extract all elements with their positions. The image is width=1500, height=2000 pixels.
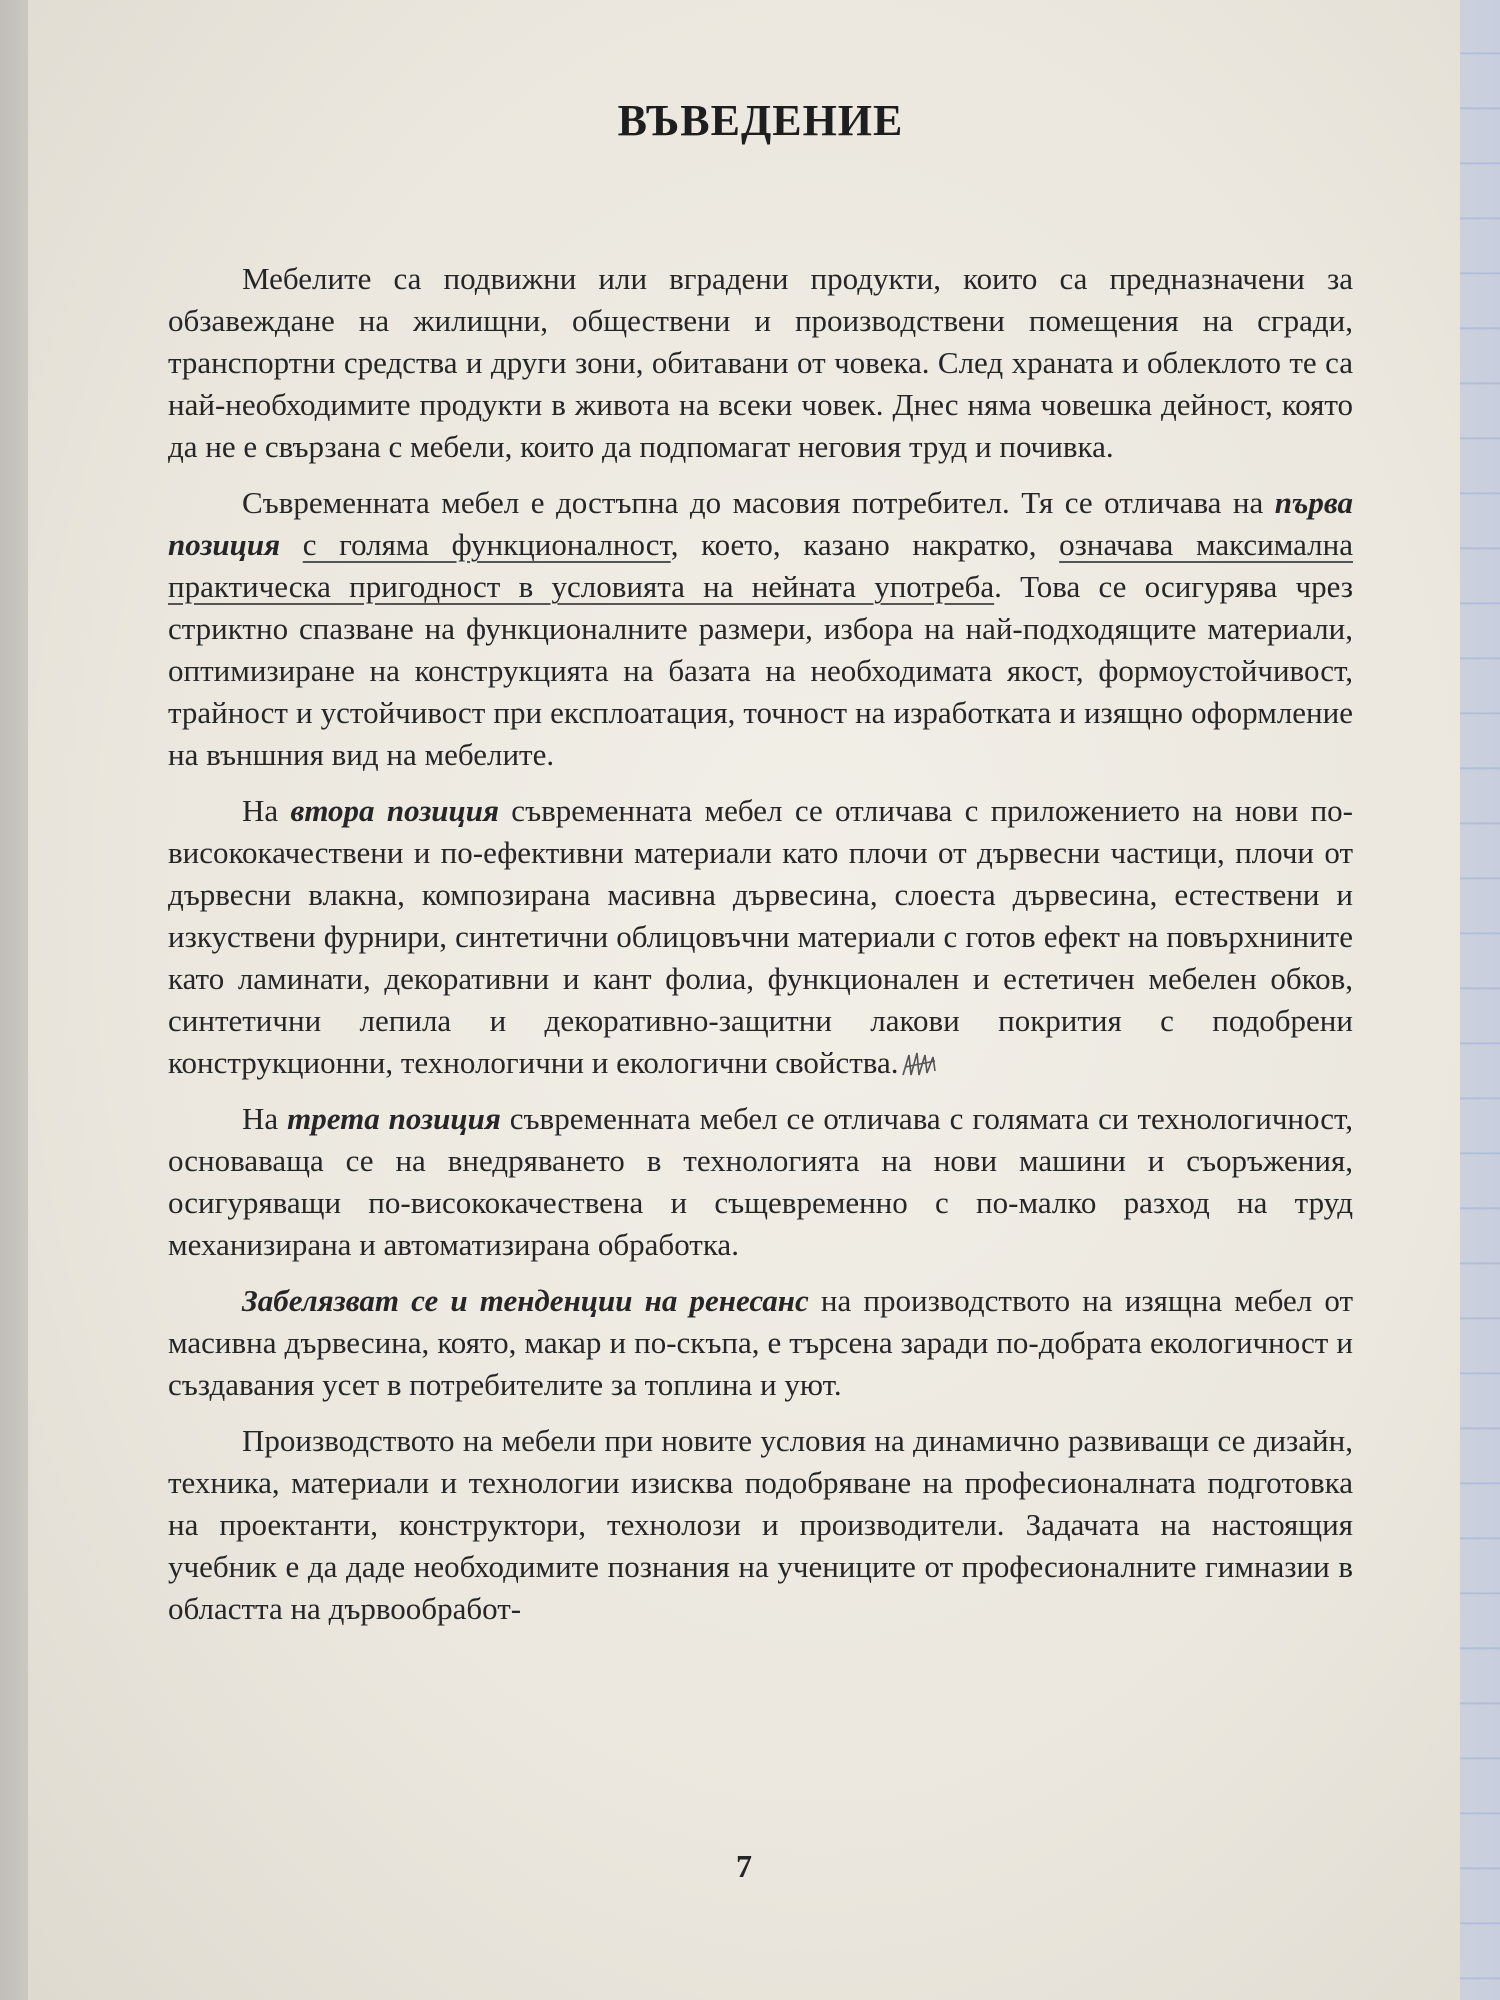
paragraph-4	[168, 1098, 1353, 1266]
notebook-edge	[1460, 0, 1500, 2000]
underlined-functionality: с голяма функционалност	[302, 527, 671, 562]
pencil-scribble-icon	[899, 1049, 943, 1079]
paragraph-1	[168, 258, 1353, 468]
page-number: 7	[736, 1848, 752, 1884]
paragraph-4-text-a: На	[242, 1101, 288, 1136]
paragraph-2	[168, 482, 1353, 776]
paragraph-1-text: Мебелите са подвижни или вградени продукти, които са предназначени за обзавеждане на жилищни, обществени и производствени помещения на сгради, транспортни средства и други зони, обитавани от човека. След храната и облеклото те са най-необходимите продукти в живота на всеки човек. Днес няма човешка дейност, която да не е свързана с мебели, които да подпомагат неговия труд и почивка.	[168, 261, 1353, 464]
paragraph-6	[168, 1420, 1353, 1630]
paragraph-6-text: Производството на мебели при новите условия на динамично развиващи се дизайн, техника, материали и технологии изисква подобряване на професионалната подготовка на проектанти, конструктори, технолози и производители. Задачата на настоящия учебник е да даде необходимите познания на учениците от професионалните гимназии в областта на дървообработ-	[168, 1423, 1353, 1626]
page-content	[168, 95, 1353, 1638]
paragraph-3-text-b: съвременната мебел се отличава с приложението на нови по-висококачествени и по-ефективни материали като плочи от дървесни частици, плочи от дървесни влакна, композирана масивна дървесина, слоеста дървесина, естествени и изкуствени фурнири, синтетични облицовъчни материали с готов ефект на повърхнините като ламинати, декоративни и кант фолиа, функционален и естетичен мебелен обков, синтетични лепила и декоративно-защитни лакови покрития с подобрени конструкционни, технологични и екологични свойства.	[168, 793, 1354, 1080]
emphasis-second-position: втора позиция	[290, 793, 499, 828]
paragraph-3	[168, 790, 1353, 1084]
page-title: ВЪВЕДЕНИЕ	[617, 96, 904, 145]
paragraph-2-text-a: Съвременната мебел е достъпна до масовия потребител. Тя се отличава на	[242, 485, 1275, 520]
emphasis-renaissance: Забелязват се и тенденции на ренесанс	[242, 1283, 809, 1318]
paragraph-2-text-d: . Това се осигурява чрез стриктно спазване на функционалните размери, избора на най-подходящите материали, оптимизиране на конструкцията на базата на необходимата якост, формоустойчивост, трайност и устойчивост при експлоатация, точност на изработката и изящно оформление на външния вид на мебелите.	[168, 569, 1354, 772]
paragraph-4-text-b: съвременната мебел се отличава с голямата си технологичност, основаваща се на внедряването в технологията на нови машини и съоръжения, осигуряващи по-висококачествена и същевременно с по-малко разход на труд механизирана и автоматизирана обработка.	[168, 1101, 1353, 1262]
underlined-definition: означава максимална практическа пригодност в условията на нейната употреба	[168, 527, 1353, 604]
paragraph-3-text-a: На	[242, 793, 291, 828]
emphasis-first-position: първа позиция	[168, 485, 1353, 562]
paragraph-5-text-b: на производството на изящна мебел от масивна дървесина, която, макар и по-скъпа, е търсена заради по-добрата екологичност и създавания усет в потребителите за топлина и уют.	[168, 1283, 1353, 1402]
emphasis-third-position: трета позиция	[287, 1101, 501, 1136]
book-page	[28, 0, 1460, 2000]
paragraph-2-text-b	[280, 527, 303, 562]
paragraph-5	[168, 1280, 1353, 1406]
paragraph-2-text-c: , което, казано накратко,	[670, 527, 1060, 562]
